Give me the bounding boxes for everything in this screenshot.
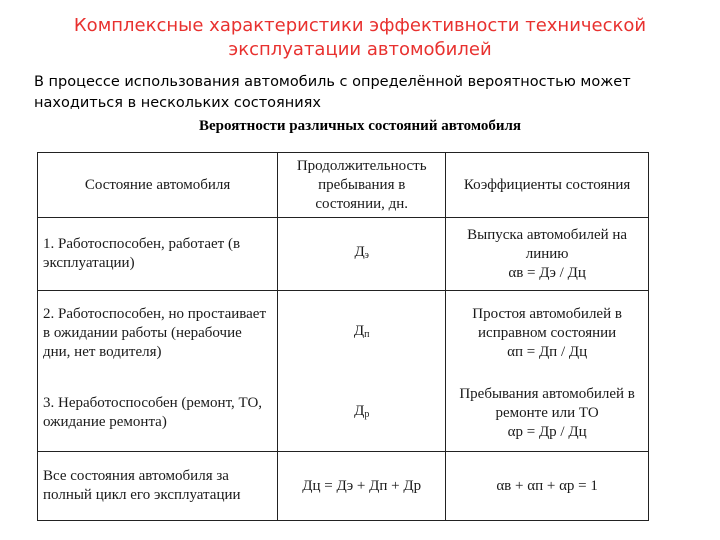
coefficient-text: Выпуска автомобилей на линию [467, 226, 628, 262]
duration-symbol: Д [353, 323, 365, 339]
duration-subscript: р [364, 409, 370, 420]
coefficient-text: Простоя автомобилей в исправном состоянии [472, 305, 622, 341]
table-row [38, 452, 649, 521]
duration-subscript: п [364, 329, 370, 340]
coefficient-cell [446, 291, 649, 376]
coefficient-formula-cell: αв + αп + αр = 1 [446, 452, 649, 521]
duration-symbol: Д [354, 244, 365, 260]
state-cell: 2. Работоспособен, но простаивает в ожидании работы (нерабочие дни, нет водителя) [38, 291, 278, 376]
states-table [37, 152, 649, 521]
duration-cell [278, 375, 446, 452]
table-row [38, 291, 649, 376]
header-state: Состояние автомобиля [38, 153, 278, 218]
coefficient-text: Пребывания автомобилей в ремонте или ТО [459, 385, 635, 421]
slide-title: Комплексные характеристики эффективности технической эксплуатации автомобилей [73, 15, 647, 60]
table-row [38, 375, 649, 452]
coefficient-formula: αв = Дэ / Дц [508, 264, 586, 281]
table-row [38, 218, 649, 291]
duration-cell [278, 291, 446, 376]
state-cell: 1. Работоспособен, работает (в эксплуатации) [38, 218, 278, 291]
header-coefficient: Коэффициенты состояния [446, 153, 649, 218]
coefficient-cell [446, 375, 649, 452]
header-duration: Продолжительность пребывания в состоянии, дн. [278, 153, 446, 218]
duration-symbol: Д [354, 403, 365, 419]
duration-formula-cell: Дц = Дэ + Дп + Др [278, 452, 446, 521]
intro-text: В процессе использования автомобиль с определённой вероятностью может находиться в нескольких состояниях [34, 74, 631, 111]
duration-cell [278, 218, 446, 291]
duration-subscript: э [364, 250, 369, 261]
table-title: Вероятности различных состояний автомобиля [198, 118, 522, 134]
coefficient-formula: αп = Дп / Дц [507, 343, 588, 360]
table-header-row [38, 153, 649, 218]
state-cell: 3. Неработоспособен (ремонт, ТО, ожидание ремонта) [38, 375, 278, 452]
coefficient-formula: αр = Др / Дц [507, 423, 587, 440]
state-cell: Все состояния автомобиля за полный цикл его эксплуатации [38, 452, 278, 521]
coefficient-cell [446, 218, 649, 291]
